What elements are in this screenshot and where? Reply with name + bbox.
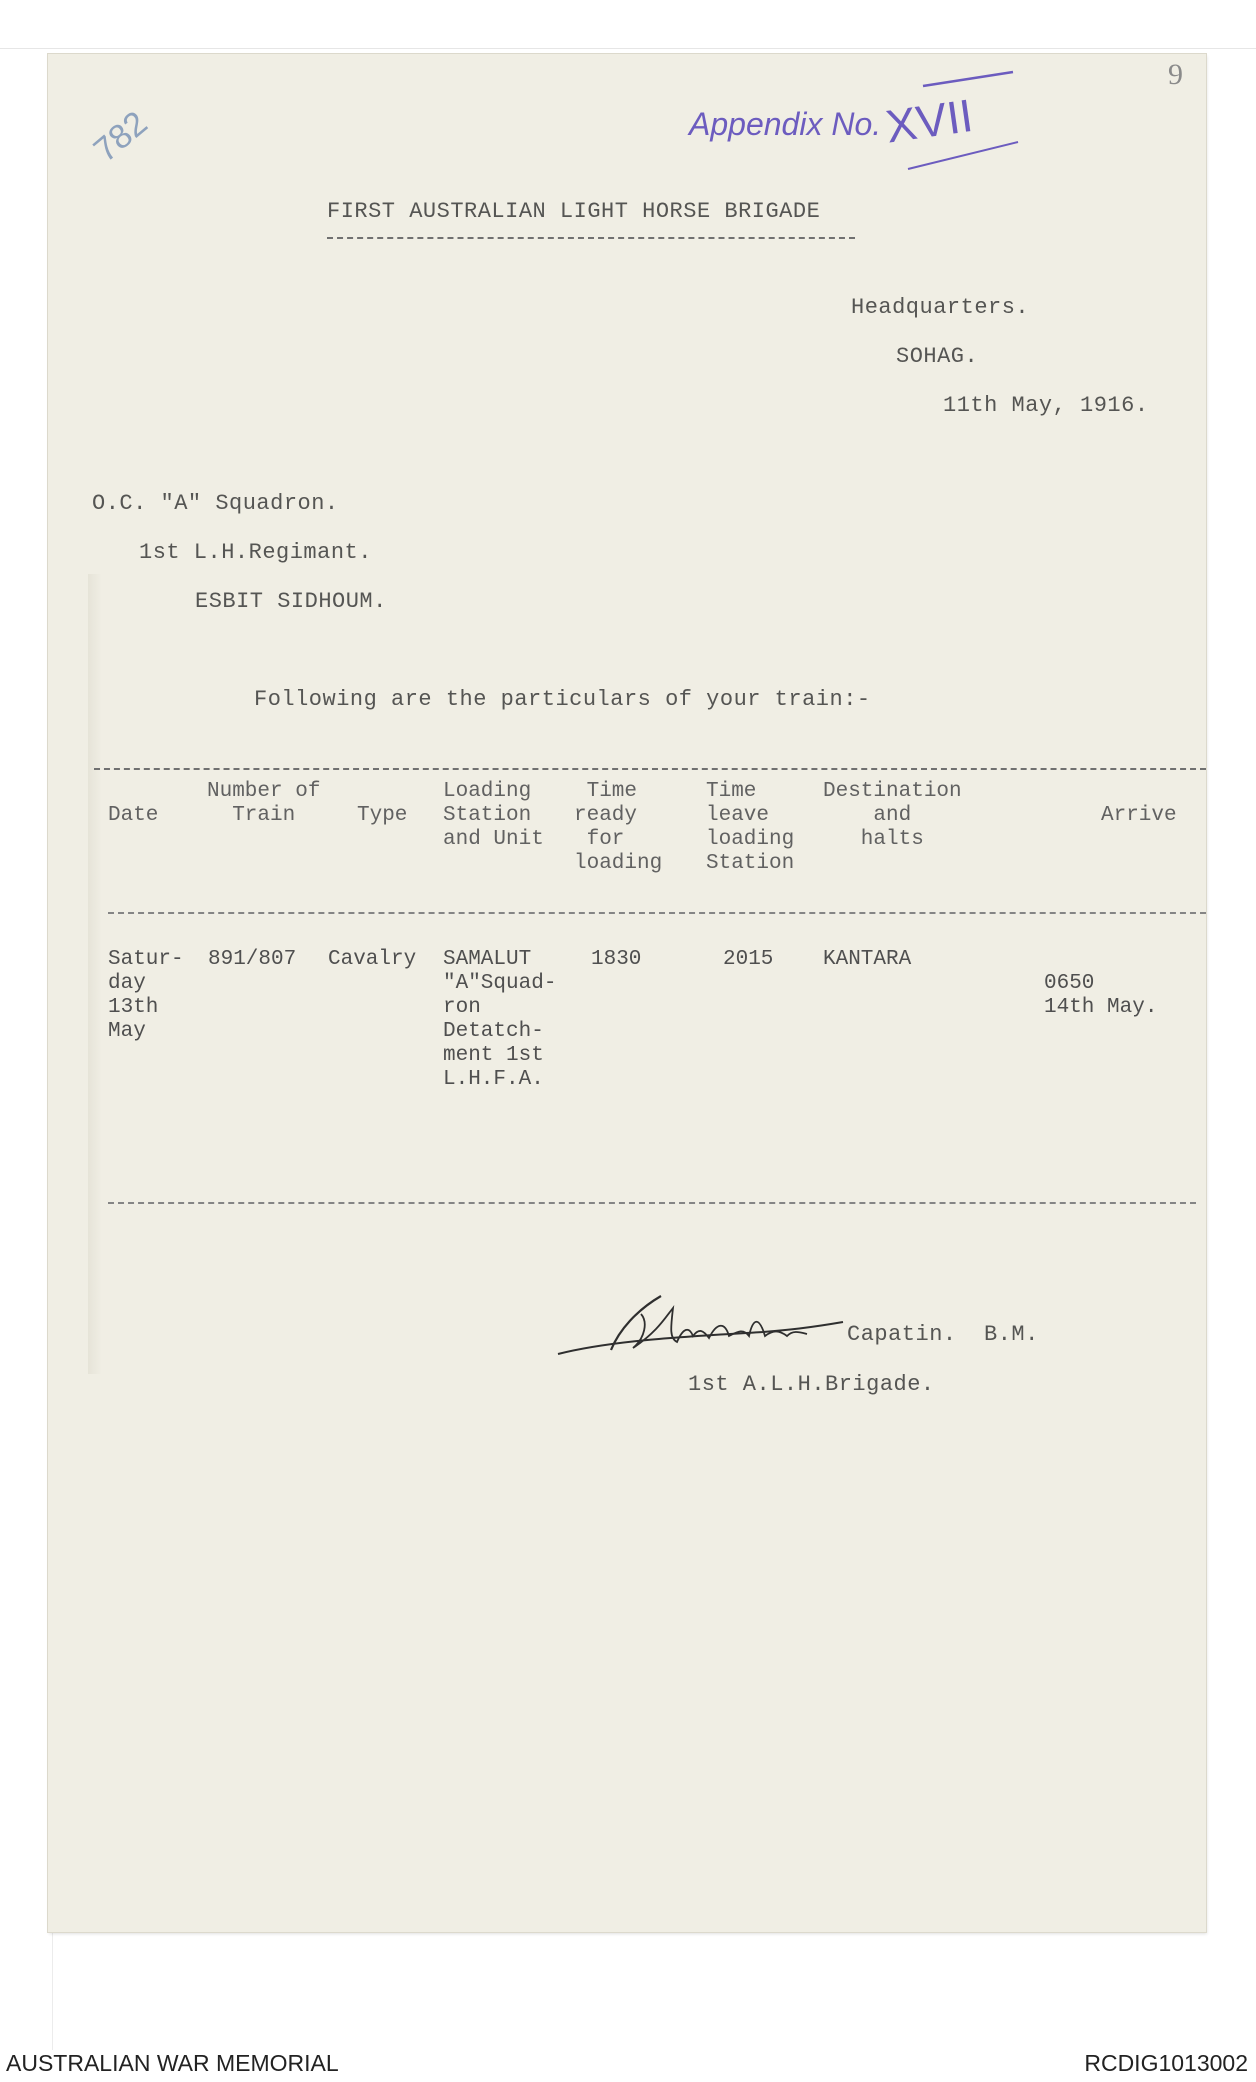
row-time-ready: 1830 bbox=[591, 948, 642, 971]
table-top-rule bbox=[94, 768, 1206, 770]
row-type: Cavalry bbox=[328, 948, 417, 971]
intro-sentence: Following are the particulars of your train:- bbox=[254, 687, 871, 712]
appendix-stamp-label: Appendix No. bbox=[689, 106, 882, 142]
col-header-destination: Destination and halts bbox=[823, 780, 962, 851]
row-time-leave: 2015 bbox=[723, 948, 774, 971]
heading-underline bbox=[327, 237, 855, 239]
col-header-date: Date bbox=[108, 804, 159, 827]
row-destination: KANTARA bbox=[823, 948, 912, 971]
row-train-number: 891/807 bbox=[208, 948, 297, 971]
row-loading-station: SAMALUT "A"Squad- ron Detatch- ment 1st L.H.F.A. bbox=[443, 948, 557, 1091]
sender-line-location: SOHAG. bbox=[896, 344, 979, 369]
table-header-rule bbox=[108, 912, 1206, 914]
table-bottom-rule bbox=[108, 1202, 1196, 1204]
archive-footer-right: RCDIG1013002 bbox=[1084, 2050, 1248, 2076]
sender-line-headquarters: Headquarters. bbox=[851, 295, 1030, 320]
signatory-title: Capatin. B.M. bbox=[847, 1322, 1039, 1347]
col-header-time-leave: Time leave loading Station bbox=[706, 780, 795, 875]
col-header-time-ready: Time ready for loading bbox=[574, 780, 663, 875]
pencil-archive-number: 782 bbox=[86, 103, 155, 170]
col-header-arrive: Arrive bbox=[1101, 804, 1177, 827]
scan-top-edge bbox=[0, 48, 1256, 49]
letter-date: 11th May, 1916. bbox=[943, 393, 1149, 418]
archive-footer-left: AUSTRALIAN WAR MEMORIAL bbox=[6, 2050, 339, 2076]
recipient-line-1: O.C. "A" Squadron. bbox=[92, 491, 339, 516]
appendix-stamp-number: XVII bbox=[882, 88, 976, 153]
recipient-line-2: 1st L.H.Regimant. bbox=[139, 540, 372, 565]
handwritten-signature bbox=[553, 1292, 853, 1367]
col-header-loading-station: Loading Station and Unit bbox=[443, 780, 544, 851]
document-heading: FIRST AUSTRALIAN LIGHT HORSE BRIGADE bbox=[327, 199, 821, 224]
row-date: Satur- day 13th May bbox=[108, 948, 184, 1043]
row-arrive: 0650 14th May. bbox=[1044, 972, 1158, 1019]
col-header-type: Type bbox=[357, 804, 408, 827]
col-header-number-of-train: Number of Train bbox=[207, 780, 321, 827]
stamp-strike-lines bbox=[868, 64, 1028, 184]
page-number: 9 bbox=[1168, 58, 1183, 91]
document-page bbox=[48, 54, 1206, 1932]
signatory-unit: 1st A.L.H.Brigade. bbox=[688, 1372, 935, 1397]
recipient-line-3: ESBIT SIDHOUM. bbox=[195, 589, 387, 614]
